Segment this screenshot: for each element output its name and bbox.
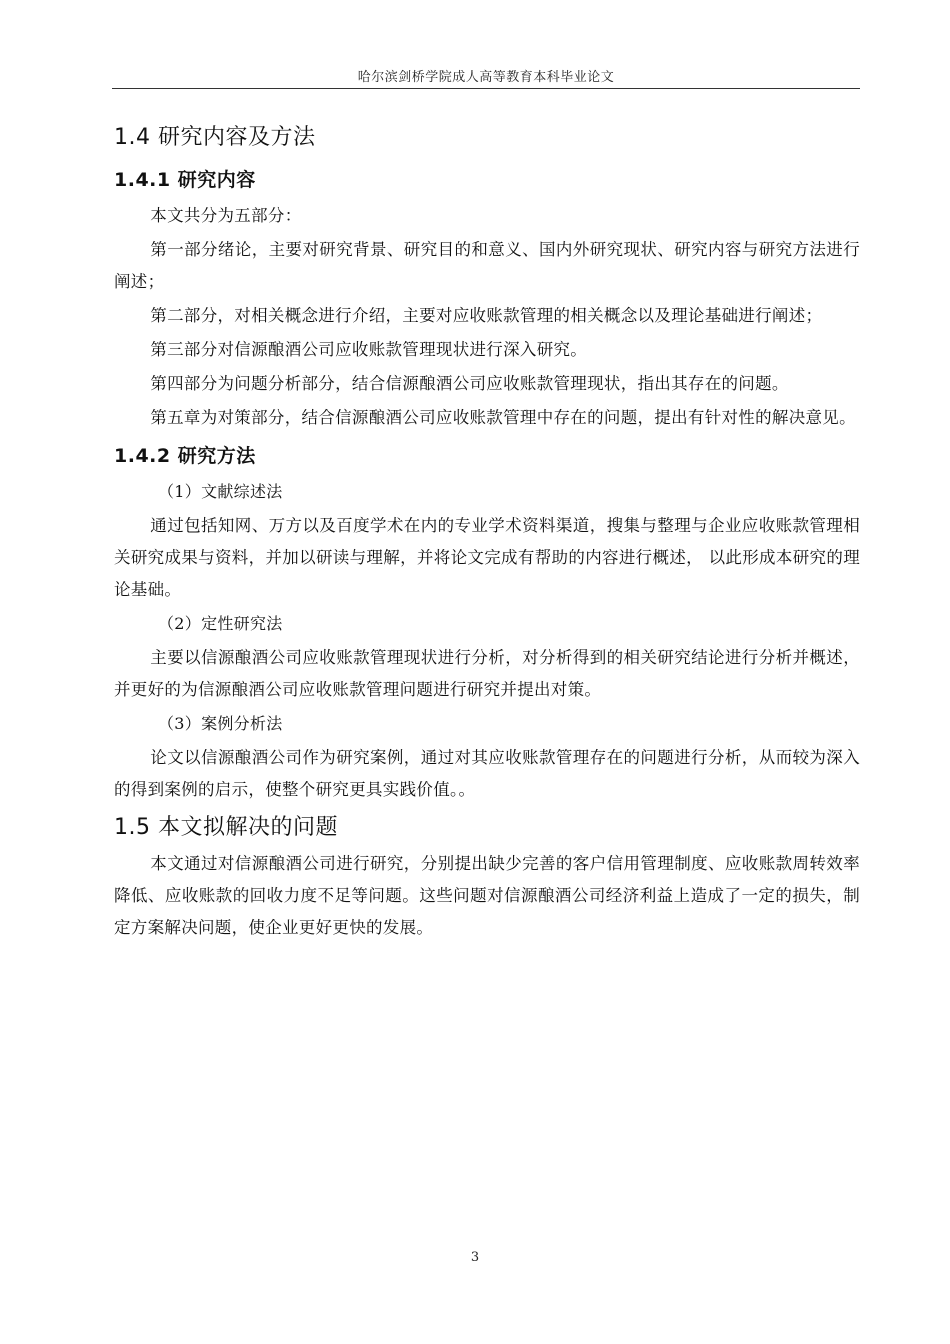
paragraph: 第四部分为问题分析部分，结合信源酿酒公司应收账款管理现状，指出其存在的问题。 bbox=[150, 374, 789, 393]
paragraph: 第二部分，对相关概念进行介绍，主要对应收账款管理的相关概念以及理论基础进行阐述； bbox=[150, 306, 823, 325]
method-paragraph: 主要以信源酿酒公司应收账款管理现状进行分析，对分析得到的相关研究结论进行分析并概述，并更好的为信源酿酒公司应收账款管理问题进行研究并提出对策。 bbox=[114, 648, 860, 699]
method-paragraph: 通过包括知网、万方以及百度学术在内的专业学术资料渠道，搜集与整理与企业应收账款管理相关研究成果与资料，并加以研读与理解，并将论文完成有帮助的内容进行概述， 以此形成本研究的理论基础。 bbox=[114, 516, 860, 599]
section-heading-1-4-2: 1.4.2 研究方法 bbox=[114, 445, 256, 467]
paragraph: 第一部分绪论，主要对研究背景、研究目的和意义、国内外研究现状、研究内容与研究方法进行阐述； bbox=[114, 240, 860, 291]
paragraph: 本文共分为五部分： bbox=[150, 206, 302, 225]
section-heading-1-5: 1.5 本文拟解决的问题 bbox=[114, 815, 338, 840]
paragraph: 第五章为对策部分，结合信源酿酒公司应收账款管理中存在的问题，提出有针对性的解决意见。 bbox=[150, 408, 856, 427]
method-label: （3）案例分析法 bbox=[158, 714, 283, 733]
method-label: （1）文献综述法 bbox=[158, 482, 283, 501]
section-heading-1-4: 1.4 研究内容及方法 bbox=[114, 125, 316, 150]
page-number: 3 bbox=[470, 1250, 480, 1265]
running-header: 哈尔滨剑桥学院成人高等教育本科毕业论文 bbox=[357, 70, 615, 85]
page-body bbox=[114, 118, 860, 946]
method-label: （2）定性研究法 bbox=[158, 614, 283, 633]
header-divider bbox=[112, 88, 860, 89]
section-heading-1-4-1: 1.4.1 研究内容 bbox=[114, 169, 256, 191]
paragraph: 第三部分对信源酿酒公司应收账款管理现状进行深入研究。 bbox=[150, 340, 588, 359]
method-paragraph: 论文以信源酿酒公司作为研究案例，通过对其应收账款管理存在的问题进行分析，从而较为深入的得到案例的启示，使整个研究更具实践价值。。 bbox=[114, 748, 860, 799]
paragraph: 本文通过对信源酿酒公司进行研究，分别提出缺少完善的客户信用管理制度、应收账款周转效率降低、应收账款的回收力度不足等问题。这些问题对信源酿酒公司经济利益上造成了一定的损失，制定方案解决问题，使企业更好更快的发展。 bbox=[114, 854, 860, 937]
